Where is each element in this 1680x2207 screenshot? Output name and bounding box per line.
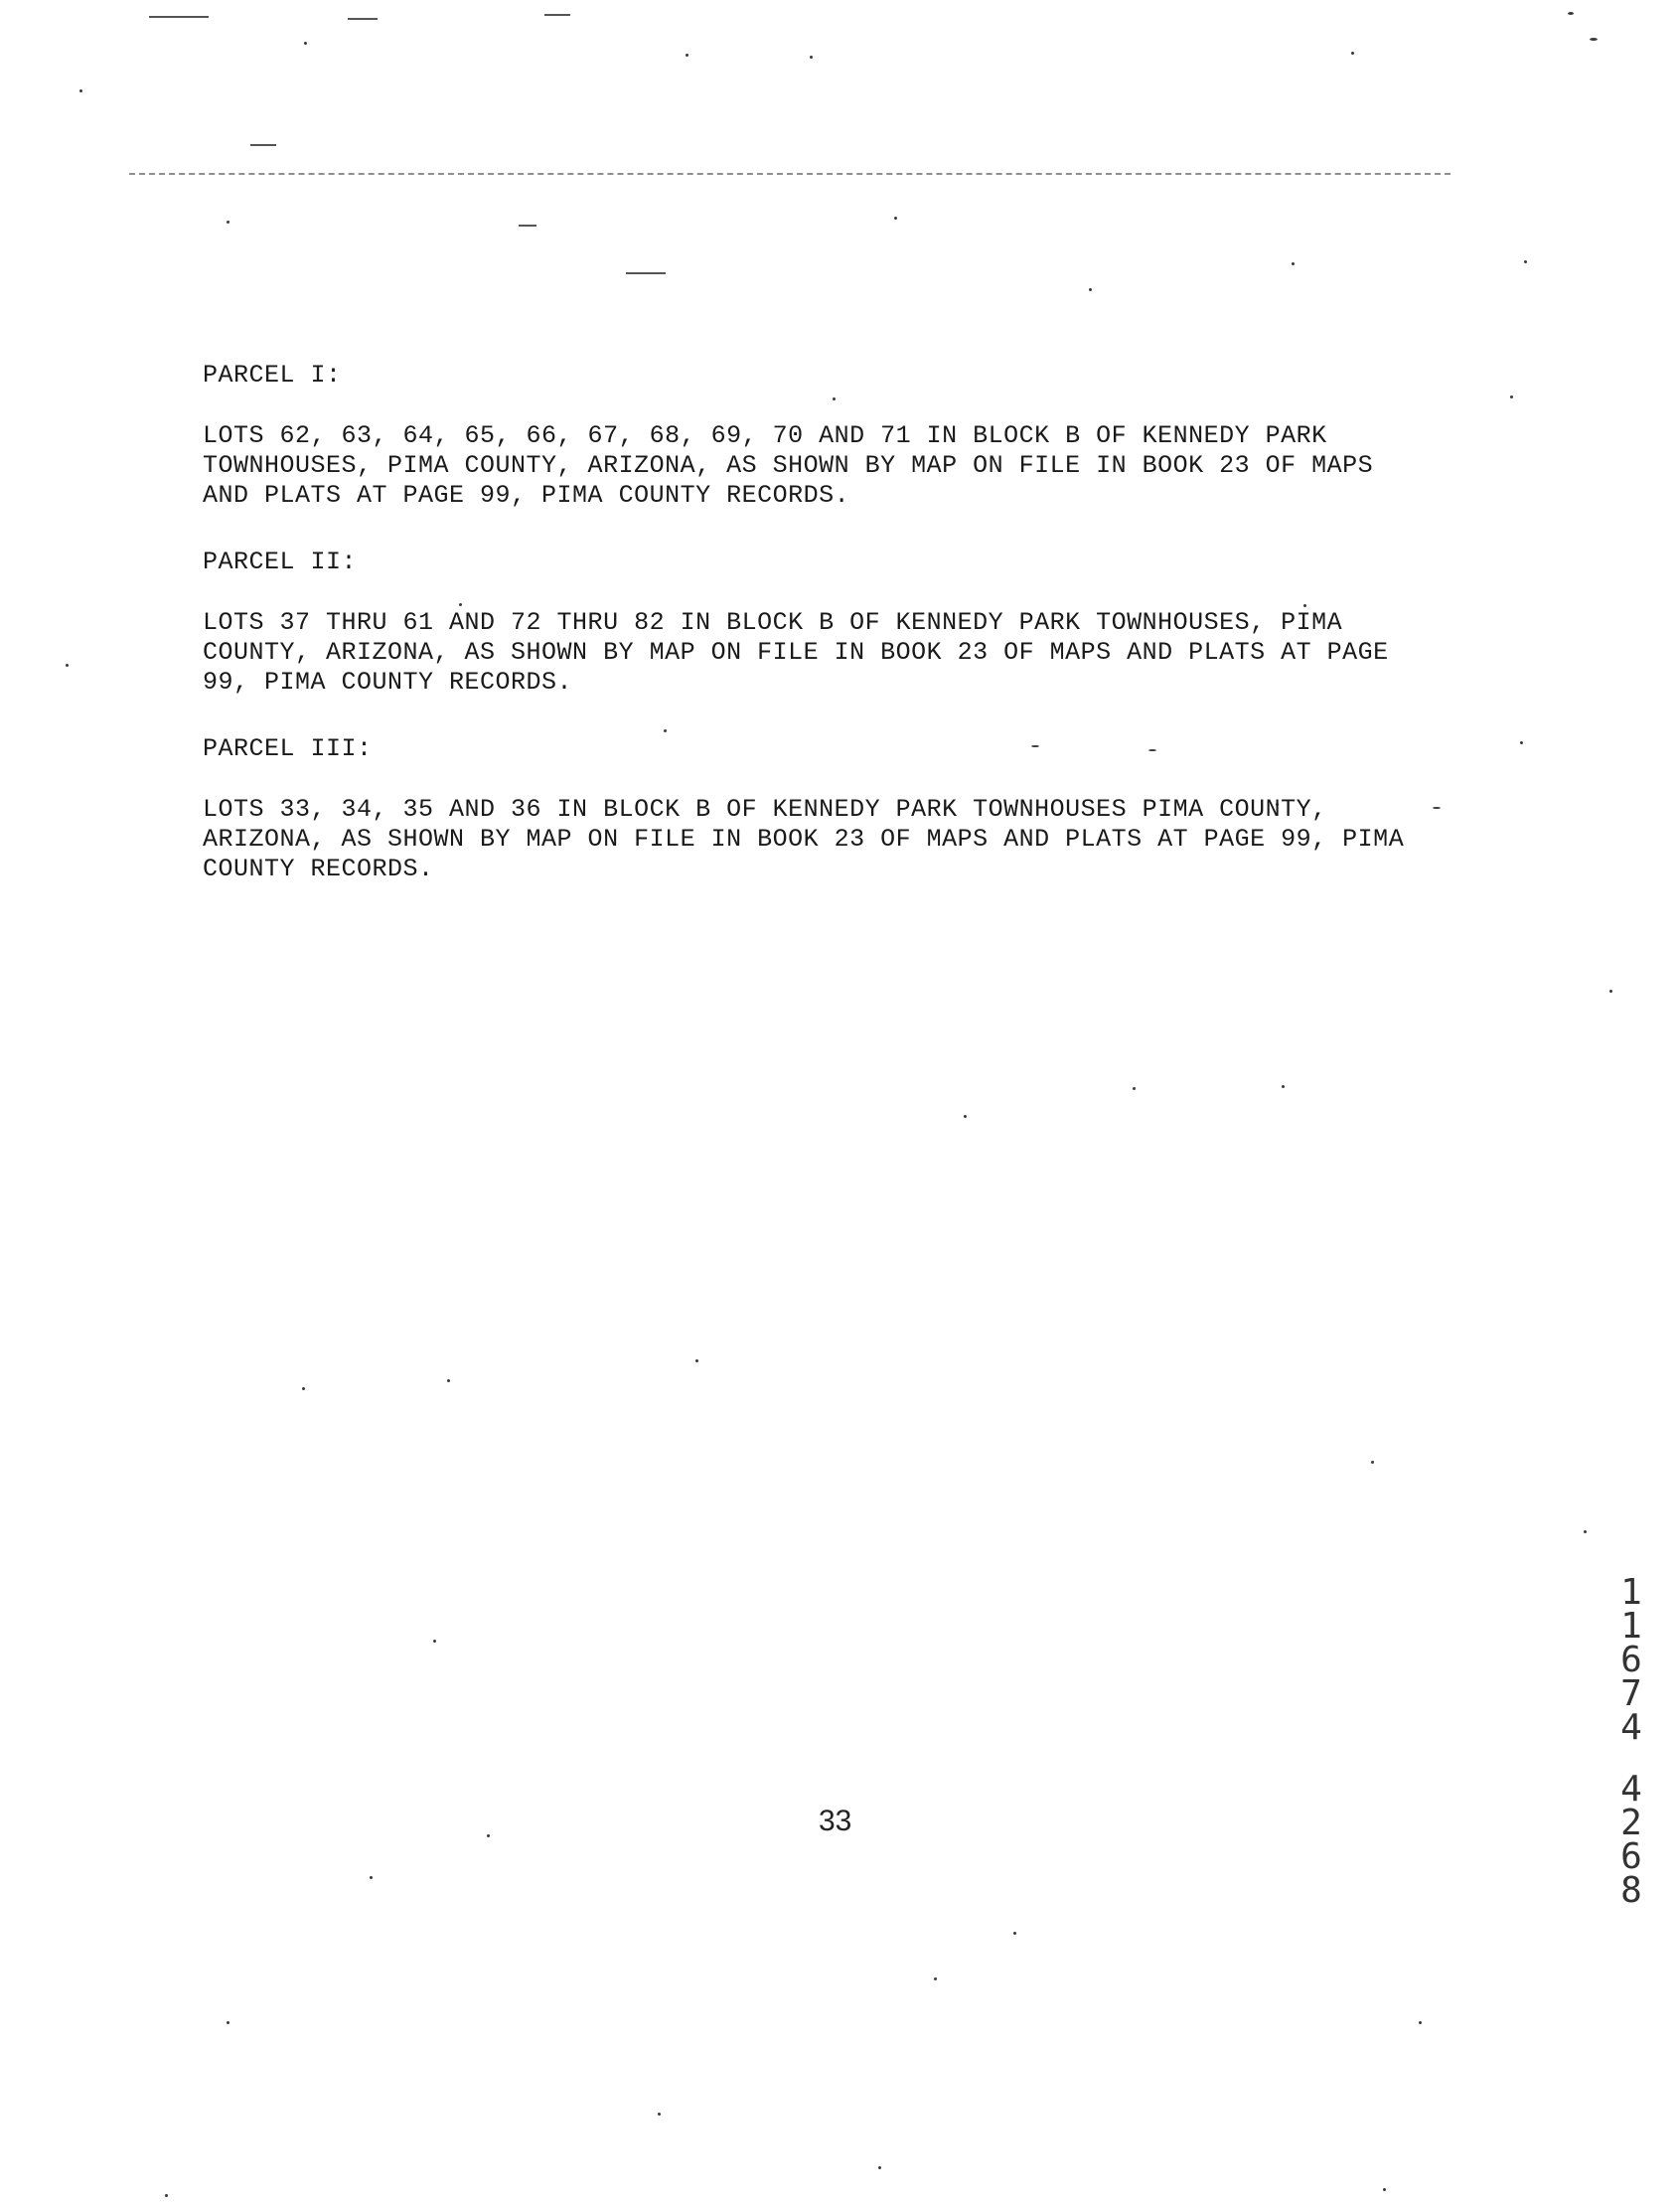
scan-artifact-line [129,173,1451,177]
legal-description [203,360,1494,920]
scan-artifact [544,14,570,16]
docket-digit: 1 [1620,1572,1642,1613]
parcel-1 [203,360,1494,511]
parcel-description: LOTS 62, 63, 64, 65, 66, 67, 68, 69, 70 AND 71 IN BLOCK B OF KENNEDY PARK TOWNHOUSES, PIMA COUNTY, ARIZONA, AS SHOWN BY MAP ON FILE IN BOOK 23 OF MAPS AND PLATS AT PAGE 99, PIMA COUNTY RECORDS. [203,421,1374,510]
parcel-description: LOTS 37 THRU 61 AND 72 THRU 82 IN BLOCK B OF KENNEDY PARK TOWNHOUSES, PIMA COUNTY, ARIZONA, AS SHOWN BY MAP ON FILE IN BOOK 23 OF MAPS AND PLATS AT PAGE 99, PIMA COUNTY RECORDS. [203,608,1389,697]
scan-artifact [66,664,69,667]
page-digit: 6 [1620,1836,1642,1877]
scan-artifact [250,144,276,146]
scan-artifact [1524,260,1527,263]
scan-artifact [348,18,378,20]
scan-artifact [1133,1087,1136,1090]
scan-artifact [1568,12,1574,15]
scan-artifact [302,1387,305,1390]
scan-artifact [964,1115,967,1118]
scan-artifact [658,2113,661,2116]
scan-artifact [433,1640,436,1643]
scan-artifact [519,225,536,227]
scan-artifact [1089,288,1092,291]
scan-artifact [1584,1530,1587,1533]
docket-digit: 7 [1620,1673,1642,1714]
scan-artifact [626,272,666,274]
scan-artifact [1351,52,1354,55]
scan-artifact [447,1379,450,1382]
scan-artifact [165,2194,168,2197]
scan-artifact [686,54,688,57]
scan-artifact [227,2021,229,2024]
scan-artifact [1292,262,1295,265]
page-digit: 4 [1620,1769,1642,1810]
scan-artifact [695,1359,698,1362]
page-number: 33 [819,1805,852,1837]
parcel-heading: PARCEL I: [203,361,342,390]
page-digit: 2 [1620,1803,1642,1843]
parcel-heading: PARCEL III: [203,734,373,763]
scan-artifact [370,1876,373,1879]
docket-digit: 1 [1620,1606,1642,1647]
scan-artifact [1282,1085,1285,1088]
scan-artifact [149,16,209,18]
page-digit: 8 [1620,1870,1642,1911]
scan-artifact [810,56,813,59]
scan-artifact [1013,1932,1016,1935]
scan-artifact [1371,1461,1374,1464]
scan-artifact [227,221,229,224]
docket-digit: 4 [1620,1707,1642,1748]
scan-artifact [487,1834,490,1837]
scan-artifact [79,89,82,92]
parcel-heading: PARCEL II: [203,548,358,576]
scan-artifact [304,42,307,45]
parcel-2 [203,547,1494,698]
scan-artifact [894,217,897,220]
parcel-description: LOTS 33, 34, 35 AND 36 IN BLOCK B OF KENNEDY PARK TOWNHOUSES PIMA COUNTY, ARIZONA, AS SHOWN BY MAP ON FILE IN BOOK 23 OF MAPS AND PLATS AT PAGE 99, PIMA COUNTY RECORDS. [203,795,1405,883]
docket-digit: 6 [1620,1640,1642,1680]
scan-artifact [1510,395,1513,398]
scan-artifact [1520,741,1523,744]
scan-artifact [1609,990,1612,993]
recording-stamp [1611,1572,1651,1911]
parcel-3 [203,733,1494,884]
scan-artifact [1383,2188,1386,2191]
scan-artifact [1590,38,1598,41]
scan-artifact [878,2166,881,2169]
scan-artifact [1419,2021,1422,2024]
scan-artifact [934,1977,937,1980]
